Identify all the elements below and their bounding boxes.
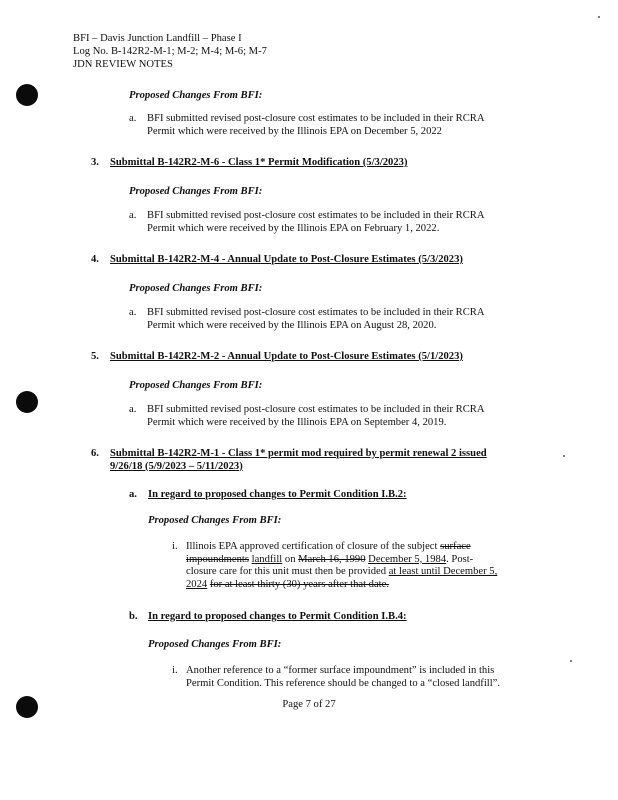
item-text-line: BFI submitted revised post-closure cost estimates to be included in their RCRA: [147, 210, 485, 221]
item-text-line: BFI submitted revised post-closure cost estimates to be included in their RCRA: [147, 113, 485, 124]
section-title: Submittal B-142R2-M-6 - Class 1* Permit Modification (5/3/2023): [110, 157, 408, 168]
subsection-title: In regard to proposed changes to Permit Condition I.B.2:: [148, 489, 407, 500]
scan-speck: [563, 455, 565, 457]
proposed-changes-label: Proposed Changes From BFI:: [129, 283, 263, 294]
item-text-line: 2024 for at least thirty (30) years after that date.: [186, 579, 389, 591]
item-text-line: Another reference to a “former surface impoundment” is included in this: [186, 665, 495, 676]
proposed-changes-label: Proposed Changes From BFI:: [129, 90, 263, 101]
section-title-continued: 9/26/18 (5/9/2023 – 5/11/2023): [110, 460, 243, 472]
scan-speck: [598, 16, 600, 18]
header-log-numbers: Log No. B-142R2-M-1; M-2; M-4; M-6; M-7: [73, 46, 267, 57]
section-number: 4.: [91, 254, 99, 265]
punch-hole-top: [16, 84, 38, 106]
item-letter: a.: [129, 307, 137, 318]
header-site: BFI – Davis Junction Landfill – Phase I: [73, 33, 242, 44]
subsection-letter: a.: [129, 489, 137, 500]
item-letter: a.: [129, 404, 137, 415]
section-number: 3.: [91, 157, 99, 168]
proposed-changes-label: Proposed Changes From BFI:: [148, 515, 282, 526]
scan-speck: [570, 660, 572, 662]
proposed-changes-label: Proposed Changes From BFI:: [129, 380, 263, 391]
punch-hole-middle: [16, 391, 38, 413]
item-text-line: impoundments landfill on March 16, 1990 December 5, 1984. Post-: [186, 553, 474, 565]
item-text-line: BFI submitted revised post-closure cost estimates to be included in their RCRA: [147, 404, 485, 415]
item-text-line: Permit Condition. This reference should be changed to a “closed landfill”.: [186, 677, 500, 689]
item-text-line: BFI submitted revised post-closure cost estimates to be included in their RCRA: [147, 307, 485, 318]
item-letter: a.: [129, 113, 137, 124]
section-number: 6.: [91, 448, 99, 459]
item-text-line: Permit which were received by the Illinois EPA on August 28, 2020.: [147, 319, 437, 331]
item-roman: i.: [172, 665, 178, 676]
proposed-changes-label: Proposed Changes From BFI:: [129, 186, 263, 197]
item-text-line: Illinois EPA approved certification of closure of the subject surface: [186, 541, 471, 552]
item-text-line: Permit which were received by the Illinois EPA on February 1, 2022.: [147, 222, 440, 234]
item-text-line: Permit which were received by the Illinois EPA on December 5, 2022: [147, 125, 442, 137]
subsection-letter: b.: [129, 611, 138, 622]
item-roman: i.: [172, 541, 178, 552]
header-review-notes: JDN REVIEW NOTES: [73, 59, 173, 70]
page-number: Page 7 of 27: [282, 699, 336, 710]
subsection-title: In regard to proposed changes to Permit Condition I.B.4:: [148, 611, 407, 622]
section-title: Submittal B-142R2-M-1 - Class 1* permit mod required by permit renewal 2 issued: [110, 448, 487, 459]
item-text-line: Permit which were received by the Illinois EPA on September 4, 2019.: [147, 416, 447, 428]
proposed-changes-label: Proposed Changes From BFI:: [148, 639, 282, 650]
section-title: Submittal B-142R2-M-2 - Annual Update to Post-Closure Estimates (5/1/2023): [110, 351, 463, 362]
item-text-line: closure care for this unit must then be provided at least until December 5,: [186, 566, 498, 578]
item-letter: a.: [129, 210, 137, 221]
document-header: [73, 32, 267, 71]
section-title: Submittal B-142R2-M-4 - Annual Update to Post-Closure Estimates (5/3/2023): [110, 254, 463, 265]
section-number: 5.: [91, 351, 99, 362]
